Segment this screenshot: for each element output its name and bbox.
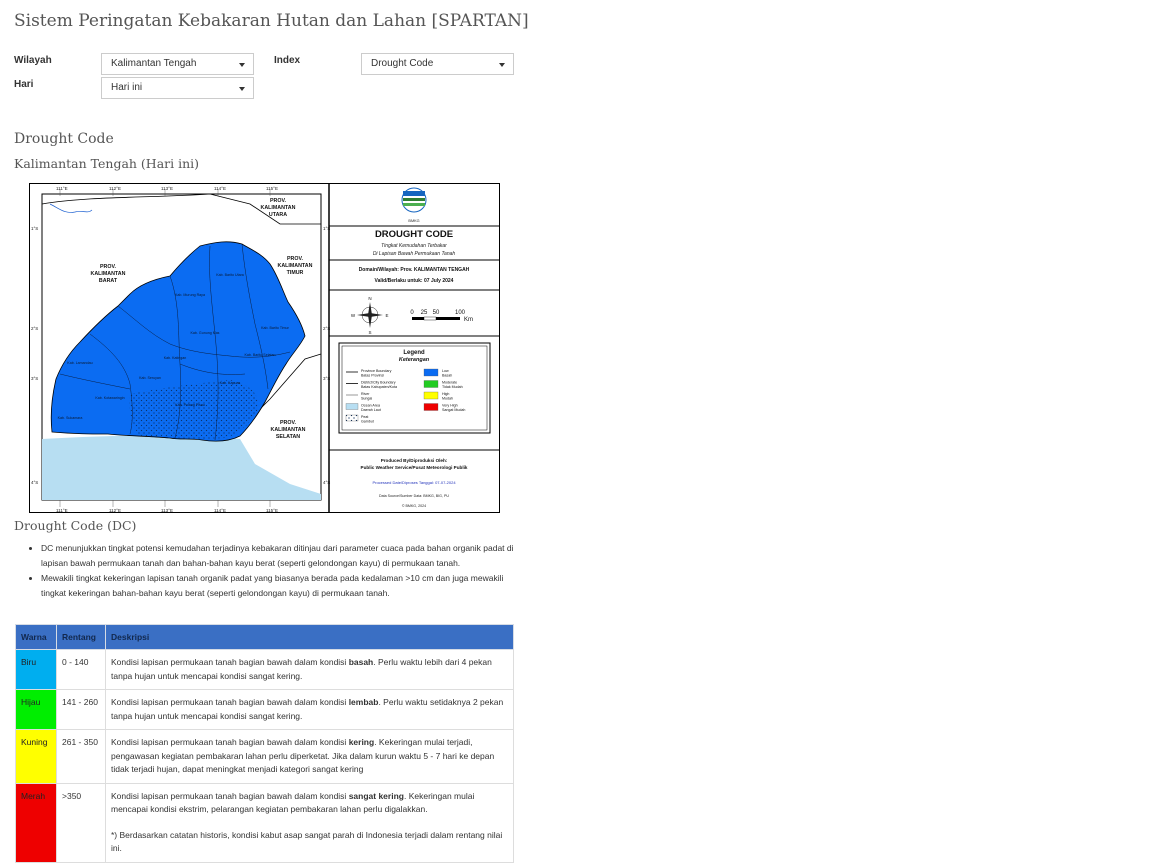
- chevron-down-icon: [239, 63, 245, 67]
- legend-class-swatch: [424, 392, 438, 399]
- cell-rentang: 261 - 350: [57, 730, 106, 784]
- scale-tick: 0: [410, 310, 414, 316]
- compass-e: E: [385, 313, 389, 318]
- lon-tick: 113°E: [161, 508, 173, 513]
- bmkg-logo: [402, 188, 426, 212]
- cell-warna: Kuning: [16, 730, 57, 784]
- legend-item-label: District/City Boundary: [361, 380, 396, 385]
- district-label: Kab. Barito Timur: [261, 326, 289, 330]
- lat-tick: 4°S: [31, 480, 39, 485]
- district-label: Kab. Seruyan: [139, 376, 161, 380]
- lat-tick: 1°S: [31, 226, 39, 231]
- condition-keyword: basah: [348, 657, 374, 667]
- cell-rentang: >350: [57, 783, 106, 862]
- dc-legend-table: [15, 624, 514, 863]
- legend-item-label: Province Boundary: [361, 369, 392, 373]
- cell-warna: Biru: [16, 650, 57, 690]
- legend-item-label: Tidak Mudah: [442, 385, 463, 389]
- drought-code-map: [29, 183, 500, 513]
- lat-tick: 1°S: [323, 226, 331, 231]
- column-header-deskripsi: Deskripsi: [106, 625, 514, 650]
- dc-heading: Drought Code (DC): [14, 518, 137, 533]
- compass-w: W: [350, 313, 356, 318]
- region-label: TIMUR: [286, 270, 304, 276]
- table-row: [16, 783, 514, 862]
- lon-tick: 115°E: [266, 186, 278, 191]
- district-label: Kab. Pulang Pisau: [175, 403, 205, 407]
- legend-item-symbol: [346, 404, 358, 410]
- region-label: PROV.: [270, 198, 286, 204]
- processed-date: Processed Date/Diproses Tanggal: 07-07-2024: [372, 480, 456, 485]
- region-label: PROV.: [287, 256, 303, 262]
- district-label: Kab. Murung Raya: [175, 293, 205, 297]
- district-label: Kab. Kotawaringin: [95, 396, 125, 400]
- region-label: KALIMANTAN: [90, 271, 126, 277]
- legend-item-label: High: [442, 392, 450, 396]
- legend-item-label: Sangat Mudah: [442, 408, 466, 412]
- legend-class-swatch: [424, 381, 438, 388]
- lat-tick: 4°S: [323, 480, 331, 485]
- region-label: KALIMANTAN: [270, 427, 306, 433]
- list-item: • DC menunjukkan tingkat potensi kemudahan terjadinya kebakaran ditinjau dari parameter cuaca pada bahan organik padat di lapisan bawah permukaan tanah dan bahan-bahan kayu berat (seperti gelondongan kayu) di permukaan tanah.: [41, 541, 514, 571]
- cell-rentang: 0 - 140: [57, 650, 106, 690]
- scale-tick: 50: [432, 310, 440, 316]
- legend-subtitle: Keterangan: [398, 357, 430, 363]
- producer: Public Weather Service/Pusat Meteorologi Publik: [360, 465, 468, 470]
- region-label: BARAT: [98, 278, 118, 284]
- page-title: Sistem Peringatan Kebakaran Hutan dan Lahan [SPARTAN]: [14, 11, 529, 31]
- region-label: PROV.: [280, 420, 296, 426]
- legend-item-label: Batas Kabupaten/Kota: [361, 385, 397, 389]
- district-label: Kab. Lamandau: [67, 361, 93, 365]
- legend-item-symbol: [346, 415, 358, 421]
- map-title: DROUGHT CODE: [374, 229, 454, 240]
- lon-tick: 112°E: [109, 508, 121, 513]
- legend-item-label: Very High: [442, 403, 458, 408]
- compass-rose-icon: [357, 302, 383, 328]
- scale-tick: 25: [420, 310, 428, 316]
- compass-s: S: [368, 330, 372, 335]
- cell-warna: Merah: [16, 783, 57, 862]
- table-header-row: [16, 625, 514, 650]
- lon-tick: 112°E: [109, 186, 121, 191]
- district-label: Kab. Sukamara: [57, 416, 83, 420]
- district-label: Kab. Barito Selatan: [244, 353, 276, 357]
- domain-line: Domain/Wilayah: Prov. KALIMANTAN TENGAH: [358, 267, 470, 273]
- legend-item-label: Peat: [361, 415, 369, 419]
- legend-title: Legend: [403, 350, 425, 356]
- lon-tick: 114°E: [214, 508, 226, 513]
- legend-item-label: Gambut: [361, 419, 374, 424]
- district-label: Kab. Kapuas: [219, 381, 241, 385]
- wilayah-select[interactable]: [101, 53, 254, 75]
- cell-deskripsi: Kondisi lapisan permukaan tanah bagian bawah dalam kondisi basah. Perlu waktu lebih dari 4 pekan tanpa hujan untuk mencapai kondisi sangat kering.: [106, 650, 514, 690]
- condition-keyword: lembab: [348, 697, 379, 707]
- lat-tick: 3°S: [323, 376, 331, 381]
- column-header-rentang: Rentang: [57, 625, 106, 650]
- condition-keyword: kering: [348, 737, 375, 747]
- section-subheading: Kalimantan Tengah (Hari ini): [14, 156, 200, 171]
- wilayah-select-value: Kalimantan Tengah: [111, 58, 197, 69]
- lon-tick: 111°E: [56, 508, 68, 513]
- lat-tick: 2°S: [323, 326, 331, 331]
- cell-deskripsi: Kondisi lapisan permukaan tanah bagian bawah dalam kondisi lembab. Perlu waktu setidaknya 2 pekan tanpa hujan untuk mencapai kondisi sangat kering.: [106, 690, 514, 730]
- region-label: UTARA: [268, 212, 288, 218]
- legend-item-label: Basah: [442, 373, 453, 378]
- region-label: KALIMANTAN: [277, 263, 313, 269]
- chevron-down-icon: [499, 63, 505, 67]
- legend-item-label: Sungai: [361, 396, 373, 401]
- index-label: Index: [274, 55, 301, 66]
- dc-description-list: [14, 541, 514, 601]
- logo-text: BMKG: [408, 219, 420, 223]
- legend-class-swatch: [424, 404, 438, 411]
- section-heading: Drought Code: [14, 131, 114, 147]
- cell-deskripsi: Kondisi lapisan permukaan tanah bagian bawah dalam kondisi sangat kering. Kekeringan mulai mencapai kondisi ekstrim, pelarangan kegiatan pembakaran lahan perlu digalakkan. *) Berdasarkan catatan historis, kondisi kabut asap sangat parah di Indonesia terjadi dalam rentang nilai ini.: [106, 783, 514, 862]
- table-row: [16, 690, 514, 730]
- legend-item-label: River: [361, 392, 370, 396]
- cell-deskripsi: Kondisi lapisan permukaan tanah bagian bawah dalam kondisi kering. Kekeringan mulai terjadi, pengawasan kegiatan pembakaran lahan perlu diperketat. Jika dalam kurun waktu 5 - 7 hari ke depan tidak terjadi hujan, dapat meningkat menjadi kategori sangat kering: [106, 730, 514, 784]
- lon-tick: 115°E: [266, 508, 278, 513]
- copyright: © BMKG, 2024: [401, 504, 427, 508]
- table-row: [16, 650, 514, 690]
- lat-tick: 3°S: [31, 376, 39, 381]
- scale-bar: [412, 317, 460, 320]
- region-label: PROV.: [100, 264, 116, 270]
- produced-by: Produced By/Diproduksi Oleh:: [380, 458, 448, 463]
- legend-class-swatch: [424, 369, 438, 376]
- lon-tick: 111°E: [56, 186, 68, 191]
- hari-select[interactable]: [101, 77, 254, 99]
- legend-item-label: Low: [442, 369, 449, 373]
- map-subtitle-1: Tingkat Kemudahan Terbakar: [381, 243, 447, 249]
- region-label: SELATAN: [275, 434, 301, 440]
- footnote: *) Berdasarkan catatan historis, kondisi kabut asap sangat parah di Indonesia terjadi dalam rentang nilai ini.: [111, 829, 503, 853]
- wilayah-label: Wilayah: [14, 55, 52, 66]
- legend-item-label: Mudah: [442, 396, 453, 401]
- list-item: • Mewakili tingkat kekeringan lapisan tanah organik padat yang biasanya berada pada kedalaman >10 cm dan juga mewakili tingkat kekeringan bahan-bahan kayu berat (seperti gelondongan kayu) di permukaan tanah.: [41, 571, 514, 601]
- cell-rentang: 141 - 260: [57, 690, 106, 730]
- table-row: [16, 730, 514, 784]
- legend-item-label: Ocean Area: [361, 403, 380, 408]
- district-label: Kab. Barito Utara: [216, 273, 244, 277]
- cell-warna: Hijau: [16, 690, 57, 730]
- lon-tick: 114°E: [214, 186, 226, 191]
- region-label: KALIMANTAN: [260, 205, 296, 211]
- compass-n: N: [368, 296, 372, 301]
- data-source: Data Source/Sumber Data: BMKG, BIG, PU: [379, 494, 449, 498]
- scale-unit: Km: [464, 317, 473, 323]
- district-label: Kab. Katingan: [163, 356, 187, 360]
- legend-item-label: Moderate: [442, 380, 458, 385]
- hari-label: Hari: [14, 79, 34, 90]
- index-select[interactable]: [361, 53, 514, 75]
- scale-tick: 100: [454, 310, 466, 316]
- column-header-warna: Warna: [16, 625, 57, 650]
- valid-line: Valid/Berlaku untuk: 07 July 2024: [374, 278, 454, 284]
- condition-keyword: sangat kering: [348, 790, 404, 801]
- lat-tick: 2°S: [31, 326, 39, 331]
- legend-item-label: Batas Provinsi: [361, 373, 384, 378]
- map-subtitle-2: Di Lapisan Bawah Permukaan Tanah: [372, 251, 456, 257]
- district-label: Kab. Gunung Mas: [190, 331, 220, 335]
- lon-tick: 113°E: [161, 186, 173, 191]
- hari-select-value: Hari ini: [111, 82, 143, 93]
- legend-item-label: Daerah Laut: [361, 408, 381, 412]
- index-select-value: Drought Code: [371, 58, 434, 69]
- chevron-down-icon: [239, 87, 245, 91]
